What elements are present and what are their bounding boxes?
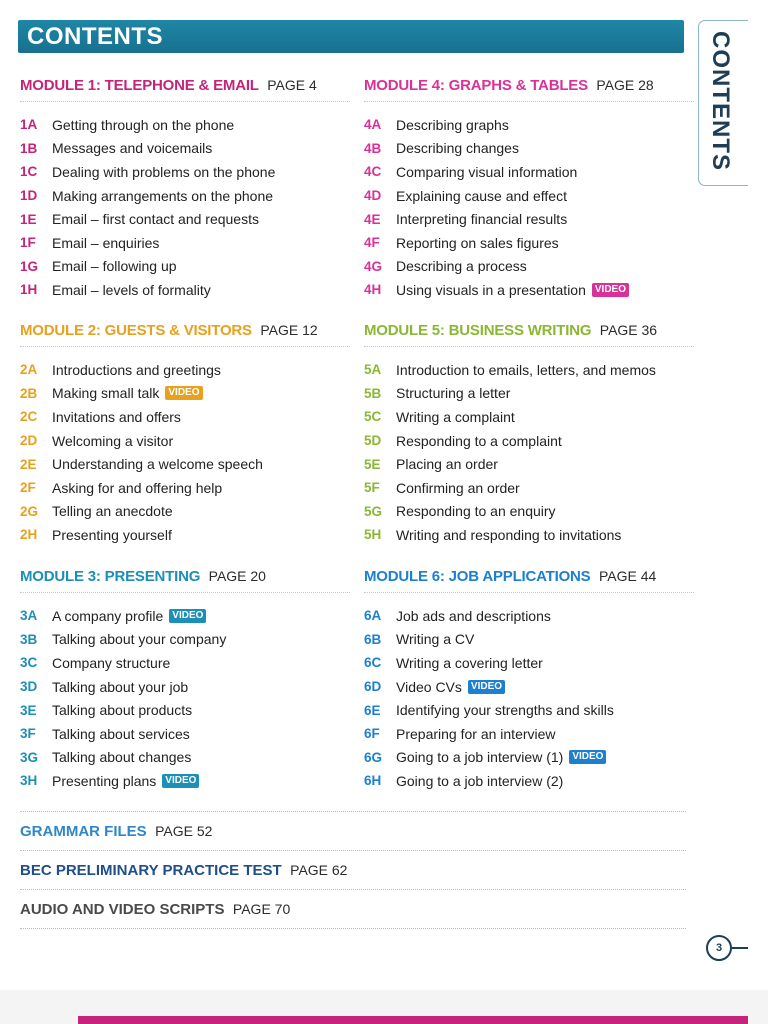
video-badge: VIDEO <box>165 386 202 400</box>
video-badge: VIDEO <box>169 609 206 623</box>
module-1-section <box>20 77 350 302</box>
toc-item-label: Talking about changes <box>52 749 192 766</box>
toc-item-code: 3H <box>20 773 38 789</box>
toc-item-code: 4E <box>364 211 381 227</box>
toc-item[interactable] <box>20 523 350 547</box>
page-number: 3 <box>706 935 732 961</box>
toc-item-label: Welcoming a visitor <box>52 432 174 449</box>
toc-item-code: 3A <box>20 608 38 624</box>
toc-item-code: 4B <box>364 140 382 156</box>
toc-item[interactable] <box>20 675 350 699</box>
toc-item-label: Comparing visual information <box>396 163 578 180</box>
toc-item-code: 4A <box>364 117 382 133</box>
toc-item-label: Describing graphs <box>396 116 509 133</box>
module-page: PAGE 36 <box>599 322 658 338</box>
toc-item-code: 5G <box>364 503 383 519</box>
toc-item-label: A company profile <box>52 607 164 624</box>
toc-item[interactable] <box>20 137 350 161</box>
toc-item[interactable] <box>364 476 694 500</box>
toc-item[interactable] <box>20 628 350 652</box>
toc-item-label: Job ads and descriptions <box>396 607 551 624</box>
toc-item-label: Talking about your company <box>52 631 227 648</box>
extra-title: GRAMMAR FILES <box>20 823 147 840</box>
toc-item-code: 1B <box>20 140 38 156</box>
toc-item-label: Video CVs <box>396 678 462 695</box>
toc-item-label: Presenting yourself <box>52 526 172 543</box>
toc-item[interactable] <box>364 675 694 699</box>
toc-item[interactable] <box>364 769 694 793</box>
toc-item-label: Introductions and greetings <box>52 361 221 378</box>
toc-item[interactable] <box>364 358 694 382</box>
toc-item-label: Describing changes <box>396 140 519 157</box>
toc-item[interactable] <box>20 184 350 208</box>
toc-item-label: Going to a job interview (2) <box>396 772 564 789</box>
module-items <box>20 113 350 302</box>
module-5-section <box>364 322 694 547</box>
toc-item-code: 5F <box>364 480 380 496</box>
toc-item[interactable] <box>20 746 350 770</box>
toc-item-label: Making small talk <box>52 385 160 402</box>
toc-item-code: 4H <box>364 282 382 298</box>
toc-item-code: 2A <box>20 362 38 378</box>
module-items <box>20 358 350 547</box>
toc-item-label: Reporting on sales figures <box>396 234 559 251</box>
toc-item-code: 5B <box>364 385 382 401</box>
module-header <box>20 322 350 347</box>
contents-header-bar <box>18 20 684 53</box>
video-badge: VIDEO <box>162 774 199 788</box>
toc-item-code: 1H <box>20 282 38 298</box>
toc-item-code: 2C <box>20 409 38 425</box>
module-page: PAGE 44 <box>598 568 657 584</box>
toc-item-code: 1F <box>20 235 36 251</box>
module-header <box>20 77 350 102</box>
module-items <box>364 113 694 302</box>
toc-item-code: 3E <box>20 702 37 718</box>
module-header <box>364 568 694 593</box>
toc-item-label: Getting through on the phone <box>52 116 235 133</box>
toc-item-label: Preparing for an interview <box>396 725 556 742</box>
toc-item-label: Asking for and offering help <box>52 479 223 496</box>
toc-item-code: 5H <box>364 527 382 543</box>
toc-item-label: Responding to a complaint <box>396 432 562 449</box>
toc-item-label: Messages and voicemails <box>52 140 213 157</box>
module-page: PAGE 12 <box>260 322 318 338</box>
toc-item[interactable] <box>20 500 350 524</box>
extra-page: PAGE 70 <box>232 901 291 917</box>
toc-item-label: Understanding a welcome speech <box>52 456 263 473</box>
toc-item-code: 5A <box>364 362 382 378</box>
module-title[interactable]: MODULE 3: PRESENTING <box>20 568 201 585</box>
toc-item-code: 4G <box>364 258 383 274</box>
toc-item[interactable] <box>20 231 350 255</box>
scripts-row[interactable] <box>20 889 686 928</box>
toc-item-code: 4C <box>364 164 382 180</box>
toc-item[interactable] <box>364 651 694 675</box>
extra-page: PAGE 62 <box>290 862 348 878</box>
toc-item-label: Talking about your job <box>52 678 189 695</box>
toc-item[interactable] <box>364 452 694 476</box>
toc-item-code: 2B <box>20 385 38 401</box>
module-header <box>364 322 694 347</box>
toc-item-label: Email – following up <box>52 258 177 275</box>
toc-item[interactable] <box>20 476 350 500</box>
toc-item[interactable] <box>20 722 350 746</box>
toc-item[interactable] <box>364 722 694 746</box>
toc-item-code: 4D <box>364 188 382 204</box>
toc-item-code: 5C <box>364 409 382 425</box>
toc-item-label: Confirming an order <box>396 479 520 496</box>
video-badge: VIDEO <box>468 680 505 694</box>
toc-item-label: Interpreting financial results <box>396 211 568 228</box>
toc-item-label: Explaining cause and effect <box>396 187 567 204</box>
toc-item[interactable] <box>20 769 350 793</box>
extra-title: BEC PRELIMINARY PRACTICE TEST <box>20 862 282 879</box>
toc-item[interactable] <box>364 231 694 255</box>
toc-item[interactable] <box>20 382 350 406</box>
toc-item-code: 3G <box>20 749 39 765</box>
toc-item[interactable] <box>364 382 694 406</box>
toc-item[interactable] <box>364 405 694 429</box>
toc-item-label: Responding to an enquiry <box>396 503 556 520</box>
toc-item[interactable] <box>364 429 694 453</box>
toc-item-label: Going to a job interview (1) <box>396 749 564 766</box>
toc-item-label: Making arrangements on the phone <box>52 187 274 204</box>
toc-item-code: 6C <box>364 655 382 671</box>
toc-item-code: 2D <box>20 433 38 449</box>
toc-item[interactable] <box>20 452 350 476</box>
toc-item-label: Writing a CV <box>396 631 475 648</box>
module-title[interactable]: MODULE 1: TELEPHONE & EMAIL <box>20 77 259 94</box>
toc-item-code: 6E <box>364 702 381 718</box>
module-page: PAGE 28 <box>596 77 654 93</box>
module-page: PAGE 4 <box>267 77 317 93</box>
toc-item[interactable] <box>364 604 694 628</box>
page-title: CONTENTS <box>27 23 163 50</box>
toc-item-code: 2H <box>20 527 38 543</box>
toc-item-label: Introduction to emails, letters, and memos <box>396 361 656 378</box>
toc-item-code: 1G <box>20 258 39 274</box>
toc-item-label: Presenting plans <box>52 772 157 789</box>
toc-item-code: 6G <box>364 749 383 765</box>
module-title[interactable]: MODULE 5: BUSINESS WRITING <box>364 322 592 339</box>
toc-item-code: 4F <box>364 235 380 251</box>
toc-item-code: 3D <box>20 679 38 695</box>
toc-item-label: Invitations and offers <box>52 408 181 425</box>
toc-item-code: 6F <box>364 726 380 742</box>
grammar-files-row[interactable] <box>20 811 686 850</box>
toc-item[interactable] <box>20 160 350 184</box>
toc-item[interactable] <box>20 651 350 675</box>
toc-item-code: 5E <box>364 456 381 472</box>
module-items <box>364 358 694 547</box>
toc-item-label: Talking about services <box>52 725 190 742</box>
toc-item[interactable] <box>364 207 694 231</box>
toc-item-code: 5D <box>364 433 382 449</box>
toc-item[interactable] <box>20 429 350 453</box>
toc-item-label: Structuring a letter <box>396 385 511 402</box>
toc-item-code: 2F <box>20 480 36 496</box>
toc-item-label: Writing a complaint <box>396 408 515 425</box>
module-2-section <box>20 322 350 547</box>
toc-item[interactable] <box>20 698 350 722</box>
toc-item[interactable] <box>20 207 350 231</box>
toc-item[interactable] <box>20 113 350 137</box>
module-title[interactable]: MODULE 4: GRAPHS & TABLES <box>364 77 588 94</box>
toc-item-label: Company structure <box>52 654 171 671</box>
toc-item[interactable] <box>20 255 350 279</box>
toc-item-label: Using visuals in a presentation <box>396 281 586 298</box>
toc-item-label: Email – first contact and requests <box>52 211 259 228</box>
toc-item[interactable] <box>364 137 694 161</box>
toc-item[interactable] <box>20 604 350 628</box>
toc-item-label: Telling an anecdote <box>52 503 173 520</box>
toc-item-code: 3B <box>20 631 38 647</box>
toc-item-label: Describing a process <box>396 258 527 275</box>
toc-item[interactable] <box>364 113 694 137</box>
extra-page: PAGE 52 <box>155 823 213 839</box>
module-page: PAGE 20 <box>208 568 266 584</box>
module-header <box>20 568 350 593</box>
next-page-strip <box>78 1016 748 1024</box>
toc-item[interactable] <box>364 160 694 184</box>
toc-item-code: 3C <box>20 655 38 671</box>
toc-item[interactable] <box>364 628 694 652</box>
toc-item-label: Placing an order <box>396 456 498 473</box>
toc-item-label: Dealing with problems on the phone <box>52 163 276 180</box>
module-6-section <box>364 568 694 793</box>
toc-item-code: 1E <box>20 211 37 227</box>
module-4-section <box>364 77 694 302</box>
toc-item-code: 2G <box>20 503 39 519</box>
toc-item[interactable] <box>364 278 694 302</box>
toc-item-code: 3F <box>20 726 36 742</box>
practice-test-row[interactable] <box>20 850 686 889</box>
toc-item[interactable] <box>364 523 694 547</box>
toc-item[interactable] <box>20 358 350 382</box>
toc-item-label: Email – levels of formality <box>52 281 211 298</box>
module-title[interactable]: MODULE 6: JOB APPLICATIONS <box>364 568 591 585</box>
toc-item-code: 1A <box>20 117 38 133</box>
toc-item[interactable] <box>364 500 694 524</box>
toc-item-code: 6A <box>364 608 382 624</box>
toc-item-code: 6H <box>364 773 382 789</box>
toc-item-label: Email – enquiries <box>52 234 160 251</box>
toc-item[interactable] <box>364 184 694 208</box>
toc-item-label: Identifying your strengths and skills <box>396 702 614 719</box>
module-items <box>20 604 350 793</box>
toc-item-label: Writing a covering letter <box>396 654 543 671</box>
contents-side-tab[interactable] <box>698 20 748 186</box>
toc-item-label: Writing and responding to invitations <box>396 526 622 543</box>
toc-item[interactable] <box>364 746 694 770</box>
divider <box>20 928 686 929</box>
module-title[interactable]: MODULE 2: GUESTS & VISITORS <box>20 322 252 339</box>
toc-item-code: 1C <box>20 164 38 180</box>
side-tab-label: CONTENTS <box>707 31 734 171</box>
video-badge: VIDEO <box>592 283 629 297</box>
toc-item-code: 1D <box>20 188 38 204</box>
toc-item[interactable] <box>20 405 350 429</box>
toc-item-code: 2E <box>20 456 37 472</box>
module-items <box>364 604 694 793</box>
extra-title: AUDIO AND VIDEO SCRIPTS <box>20 901 225 918</box>
toc-item-label: Talking about products <box>52 702 193 719</box>
toc-item[interactable] <box>364 255 694 279</box>
module-3-section <box>20 568 350 793</box>
toc-item[interactable] <box>20 278 350 302</box>
video-badge: VIDEO <box>569 750 606 764</box>
toc-item-code: 6B <box>364 631 382 647</box>
page-number-tick <box>732 947 748 949</box>
toc-item-code: 6D <box>364 679 382 695</box>
module-header <box>364 77 694 102</box>
toc-item[interactable] <box>364 698 694 722</box>
